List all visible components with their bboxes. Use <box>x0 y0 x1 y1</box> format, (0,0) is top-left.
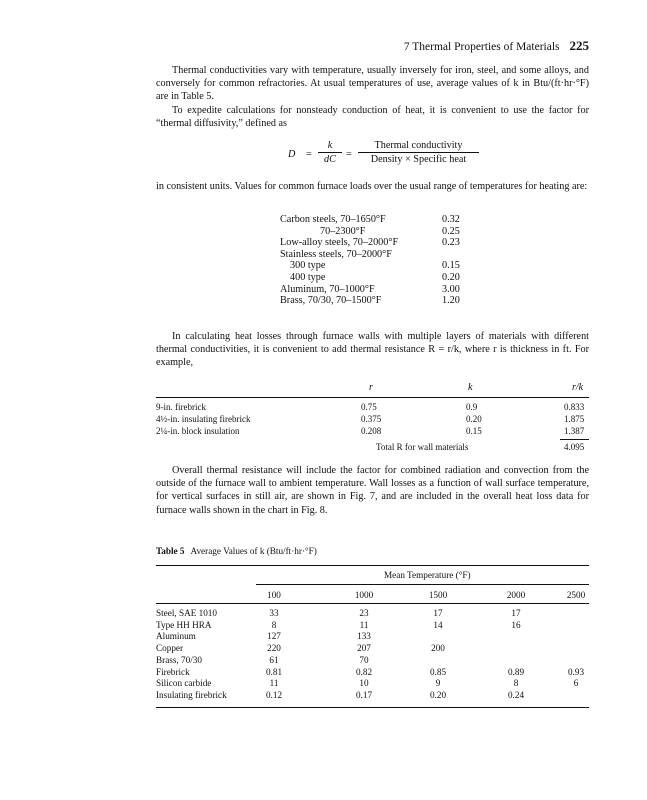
header-r: r <box>369 382 373 393</box>
load-value: 0.25 <box>442 225 460 237</box>
column-header: 2000 <box>506 590 526 600</box>
cell-value: 0.82 <box>355 666 373 677</box>
table-bottom-rule <box>156 707 589 708</box>
cell-value: 10 <box>359 678 369 689</box>
table-row <box>156 620 589 631</box>
cell-value: 11 <box>269 678 279 689</box>
fraction-1-denominator: dC <box>324 154 336 165</box>
row-material: Aluminum <box>156 631 196 642</box>
running-header <box>156 38 589 54</box>
formula-fraction-1 <box>318 140 342 165</box>
cell-value: 0.89 <box>507 666 525 677</box>
column-header: 1500 <box>428 590 448 600</box>
cell-value: 8 <box>513 678 519 689</box>
load-label: Stainless steels, 70–2000°F <box>280 248 392 260</box>
spanner-rule <box>256 584 589 585</box>
row-material: Type HH HRA <box>156 619 212 630</box>
load-label: Aluminum, 70–1000°F <box>280 283 375 295</box>
cell-r: 0.375 <box>361 414 382 424</box>
fraction-2-numerator: Thermal conductivity <box>358 140 479 153</box>
header-k: k <box>468 382 473 393</box>
cell-value: 0.20 <box>429 689 447 700</box>
cell-value: 0.81 <box>265 666 283 677</box>
formula-equals: = <box>306 149 312 160</box>
cell-value: 70 <box>359 654 369 665</box>
cell-value: 61 <box>269 654 279 665</box>
total-label: Total R for wall materials <box>376 442 469 452</box>
load-value: 0.23 <box>442 237 460 249</box>
table-row <box>156 678 589 689</box>
table-row <box>156 667 589 678</box>
paragraph-overall-resistance: Overall thermal resistance will include the factor for combined radiation and convection from the outside of the furnace wall to ambient temperature. Wall losses as a function of wall surface temperature, for vertical surfaces in still air, are shown in Fig. 7, and are included in the overall heat loss data for furnace walls shown in the chart in Fig. 8. <box>156 465 589 516</box>
cell-material: 4½-in. insulating firebrick <box>156 414 251 424</box>
cell-value: 0.24 <box>507 689 525 700</box>
cell-value: 127 <box>267 631 281 642</box>
cell-material: 2¼-in. block insulation <box>156 426 240 436</box>
row-material: Firebrick <box>156 666 190 677</box>
resistance-table-header <box>156 382 589 396</box>
table-row <box>156 608 589 619</box>
load-label: 400 type <box>290 271 326 283</box>
cell-value: 23 <box>359 608 369 618</box>
header-r-over-k: r/k <box>572 382 584 393</box>
cell-value: 6 <box>573 678 579 689</box>
cell-value: 0.17 <box>355 689 373 700</box>
paragraph-heat-losses: In calculating heat losses through furnace walls with multiple layers of materials with different thermal conductivities, it is convenient to add thermal resistance R = r/k, where r is thickness in ft. For example, <box>156 331 589 369</box>
cell-value: 8 <box>271 619 277 630</box>
paragraph-conductivity: Thermal conductivities vary with temperature, usually inversely for iron, steel, and some alloys, and conversely for common refractories. At usual temperatures of use, average values of k in Btu/(ft·hr·°F) are in Table 5. <box>156 65 589 103</box>
sum-rule <box>560 439 589 440</box>
row-material: Insulating firebrick <box>156 689 227 700</box>
cell-value: 33 <box>269 608 279 618</box>
table-row <box>156 643 589 654</box>
load-value: 0.20 <box>442 271 460 283</box>
row-material: Copper <box>156 643 184 654</box>
paragraph-diffusivity: To expedite calculations for nonsteady conduction of heat, it is convenient to use the factor for “thermal diffusivity,” defined as <box>156 105 589 130</box>
cell-rk: 1.387 <box>564 426 585 436</box>
table-5-caption <box>156 546 317 556</box>
row-material: Brass, 70/30 <box>156 654 202 665</box>
load-value: 3.00 <box>442 283 460 295</box>
column-header: 2500 <box>566 590 586 600</box>
fraction-2-denominator: Density × Specific heat <box>370 154 467 165</box>
page-number: 225 <box>569 38 589 53</box>
table-rule <box>156 397 589 398</box>
cell-rk: 0.833 <box>564 402 585 412</box>
load-value: 0.32 <box>442 214 460 225</box>
table-row <box>156 690 589 701</box>
spanner-heading: Mean Temperature (°F) <box>384 570 471 580</box>
cell-value: 17 <box>433 608 443 618</box>
cell-r: 0.75 <box>361 402 377 412</box>
resistance-table <box>156 382 589 452</box>
table-row <box>156 631 589 642</box>
table-top-rule <box>156 565 589 566</box>
cell-value: 200 <box>431 643 445 654</box>
formula-lhs: D <box>288 149 296 160</box>
row-material: Steel, SAE 1010 <box>156 608 217 618</box>
row-material: Silicon carbide <box>156 678 212 689</box>
table-row <box>156 655 589 666</box>
formula-equals-2: = <box>346 149 352 160</box>
column-header: 1000 <box>354 590 374 600</box>
cell-value: 11 <box>359 619 369 630</box>
cell-value: 14 <box>433 619 443 630</box>
cell-rk: 1.875 <box>564 414 585 424</box>
table-row <box>156 402 589 413</box>
cell-value: 207 <box>357 643 371 654</box>
cell-value: 0.12 <box>265 689 283 700</box>
cell-k: 0.9 <box>466 402 478 412</box>
load-label: Low-alloy steels, 70–2000°F <box>280 237 399 249</box>
load-label: 70–2300°F <box>320 225 366 237</box>
load-label: Brass, 70/30, 70–1500°F <box>280 295 382 307</box>
cell-value: 17 <box>511 608 521 618</box>
table-5-label: Table 5 <box>156 546 185 556</box>
total-value: 4.095 <box>564 442 585 452</box>
load-value: 0.15 <box>442 260 460 272</box>
table-header-rule <box>156 603 589 604</box>
fraction-1-numerator: k <box>318 140 342 153</box>
chapter-title: 7 Thermal Properties of Materials <box>403 41 560 53</box>
column-header: 100 <box>267 590 281 600</box>
cell-r: 0.208 <box>361 426 382 436</box>
table-row <box>156 414 589 425</box>
cell-k: 0.15 <box>466 426 482 436</box>
load-label: Carbon steels, 70–1650°F <box>280 214 386 225</box>
formula-fraction-2 <box>358 140 479 165</box>
cell-value: 0.93 <box>567 666 585 677</box>
cell-value: 0.85 <box>429 666 447 677</box>
cell-material: 9-in. firebrick <box>156 402 206 412</box>
table-5-title: Average Values of k (Btu/ft·hr·°F) <box>190 546 317 556</box>
load-value: 1.20 <box>442 295 460 307</box>
cell-value: 133 <box>357 631 371 642</box>
cell-value: 9 <box>435 678 441 689</box>
cell-k: 0.20 <box>466 414 482 424</box>
cell-value: 16 <box>511 619 521 630</box>
paragraph-furnace-loads: in consistent units. Values for common furnace loads over the usual range of temperatures for heating are: <box>156 181 588 192</box>
cell-value: 220 <box>267 643 281 654</box>
load-label: 300 type <box>290 260 326 272</box>
table-row <box>156 426 589 437</box>
